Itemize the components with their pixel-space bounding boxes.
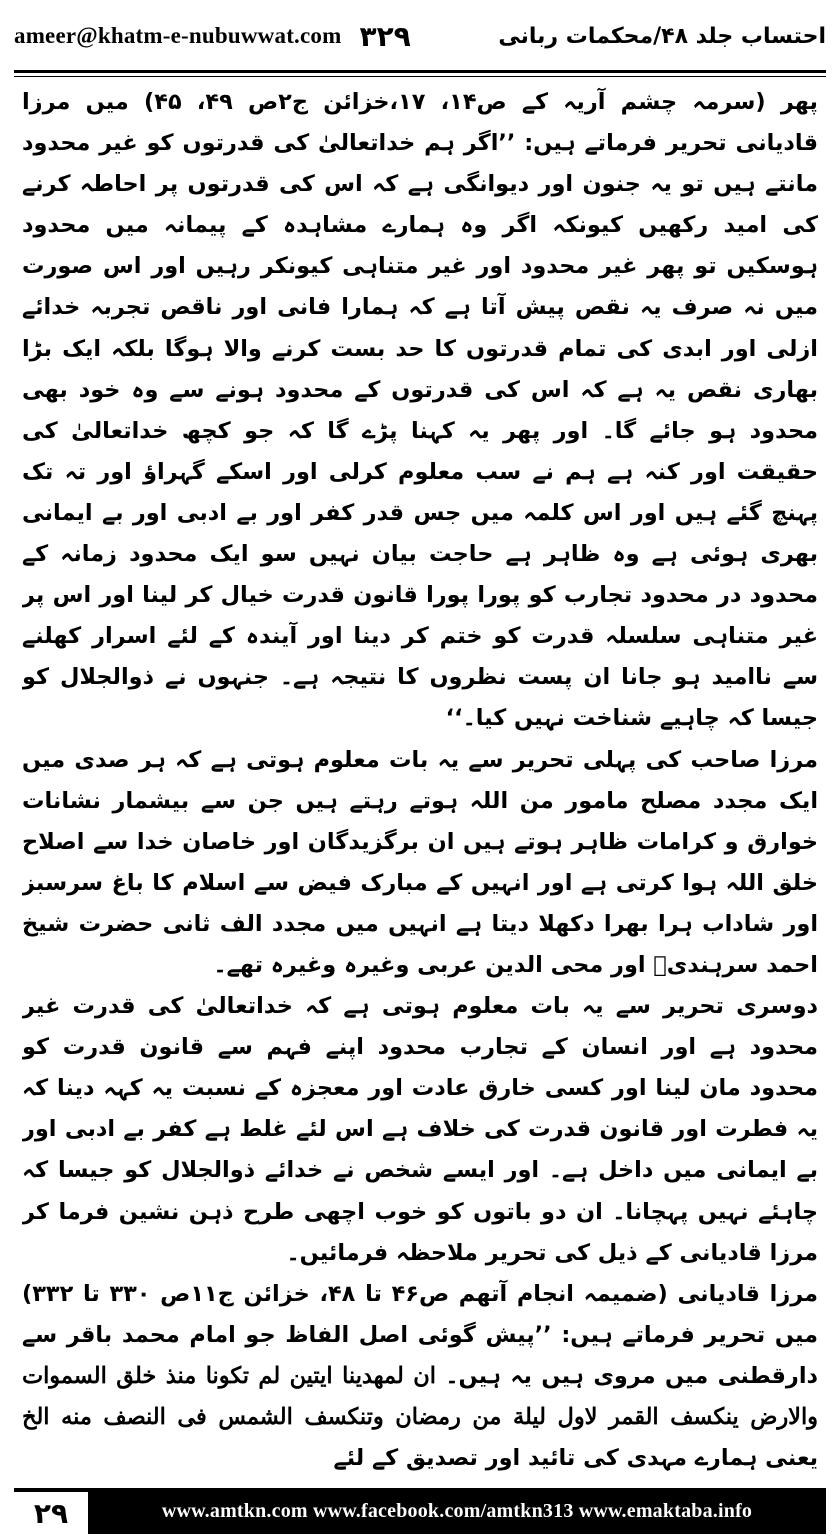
paragraph-3: دوسری تحریر سے یہ بات معلوم ہوتی ہے کہ خداتعالیٰ کی قدرت غیر محدود ہے اور انسان کے تجارب محدود اپنے فہم سے قانون قدرت کو محدود مان لینا اور کسی خارق عادت اور معجزہ کے نسبت یہ کہہ دینا کہ یہ فطرت اور قانون قدرت کی خلاف ہے اس لئے غلط ہے کفر بے ادبی اور بے ایمانی میں داخل ہے۔ اور ایسے شخص نے خدائے ذوالجلال کو جیسا کہ چاہئے نہیں پہچانا۔ ان دو باتوں کو خوب اچھی طرح ذہن نشین فرما کر مرزا قادیانی کے ذیل کی تحریر ملاحظہ فرمائیں۔ xyxy=(22,993,818,1266)
page-header xyxy=(14,6,826,66)
page-body xyxy=(22,82,818,1478)
arabic-quote-translation: یعنی ہمارے مہدی کی تائید اور تصدیق کے لئے xyxy=(333,1445,818,1472)
paragraph-4-text: مرزا قادیانی (ضمیمہ انجام آتھم ص۴۶ تا ۴۸، خزائن ج۱۱ص ۳۳۰ تا ۳۳۲) میں تحریر فرماتے ہیں: ’’پیش گوئی اصل الفاظ جو امام محمد باقر سے دارقطنی میں مروی ہیں یہ ہیں۔ xyxy=(22,1280,818,1389)
arabic-quote: ان لمهدینا ایتین لم تکونا منذ خلق السموات والارض ینکسف القمر لاول لیلة من رمضان وتنکسف الشمس فی النصف منه الخ xyxy=(22,1362,818,1430)
header-page-number: ۳۲۹ xyxy=(359,19,411,53)
page-footer xyxy=(14,1488,826,1534)
paragraph-1: پھر (سرمہ چشم آریہ کے ص۱۴، ۱۷،خزائن ج۲ص ۴۹، ۴۵) میں مرزا قادیانی تحریر فرماتے ہیں: ’’اگر ہم خداتعالیٰ کی قدرتوں کو غیر محدود مانتے ہیں تو یہ جنون اور دیوانگی ہے کہ اس کی قدرتوں پر احاطہ کرنے کی امید رکھیں کیونکہ اگر وہ ہمارے مشاہدہ کے پیمانہ میں محدود ہوسکیں تو پھر غیر محدود اور غیر متناہی کیونکر رہیں اور اس صورت میں نہ صرف یہ نقص پیش آتا ہے کہ ہمارا فانی اور ناقص تجربہ خدائے ازلی اور ابدی کی تمام قدرتوں کا حد بست کرنے والا ہوگا بلکہ ایک بڑا بھاری نقص یہ ہے کہ اس کی قدرتوں کے محدود ہونے سے وہ خود بھی محدود ہو جائے گا۔ اور پھر یہ کہنا پڑے گا کہ جو کچھ خداتعالیٰ کی حقیقت اور کنہ ہے ہم نے سب معلوم کرلی اور اسکے گہراؤ اور تہ تک پہنچ گئے ہیں اور اس کلمہ میں جس قدر کفر اور بے ادبی اور بے ایمانی بھری ہوئی ہے وہ ظاہر ہے حاجت بیان نہیں سو ایک محدود زمانہ کے محدود در محدود تجارب کو پورا پورا قانون قدرت خیال کر لینا اور اس پر غیر متناہی سلسلہ قدرت کو ختم کر دینا اور آیندہ کے لئے اسرار کھلنے سے ناامید ہو جانا ان پست نظروں کا نتیجہ ہے۔ جنہوں نے ذوالجلال کو جیسا کہ چاہیے شناخت نہیں کیا۔‘‘ xyxy=(22,89,818,732)
paragraph-4 xyxy=(22,1274,818,1478)
footer-links: www.amtkn.com www.facebook.com/amtkn313 www.emaktaba.info xyxy=(88,1488,826,1534)
header-divider xyxy=(14,70,826,77)
header-email: ameer@khatm-e-nubuwwat.com xyxy=(14,23,342,48)
paragraph-2: مرزا صاحب کی پہلی تحریر سے یہ بات معلوم ہوتی ہے کہ ہر صدی میں ایک مجدد مصلح مامور من اللہ ہوتے رہتے ہیں جن سے بیشمار نشانات خوارق و کرامات ظاہر ہوتے ہیں ان برگزیدگان اور خاصان خدا سے اصلاح خلق اللہ ہوا کرتی ہے اور انہیں کے مبارک فیض سے اسلام کا باغ سرسبز اور شاداب ہرا بھرا دکھلا دیتا ہے انہیں میں مجدد الف ثانی حضرت شیخ احمد سرہندیؒ اور محی الدین عربی وغیرہ وغیرہ تھے۔ xyxy=(22,746,818,978)
header-book-title: احتساب جلد ۴۸/محکمات ربانی xyxy=(498,23,826,49)
footer-page-number: ۲۹ xyxy=(14,1488,88,1534)
header-left-group xyxy=(14,20,411,53)
